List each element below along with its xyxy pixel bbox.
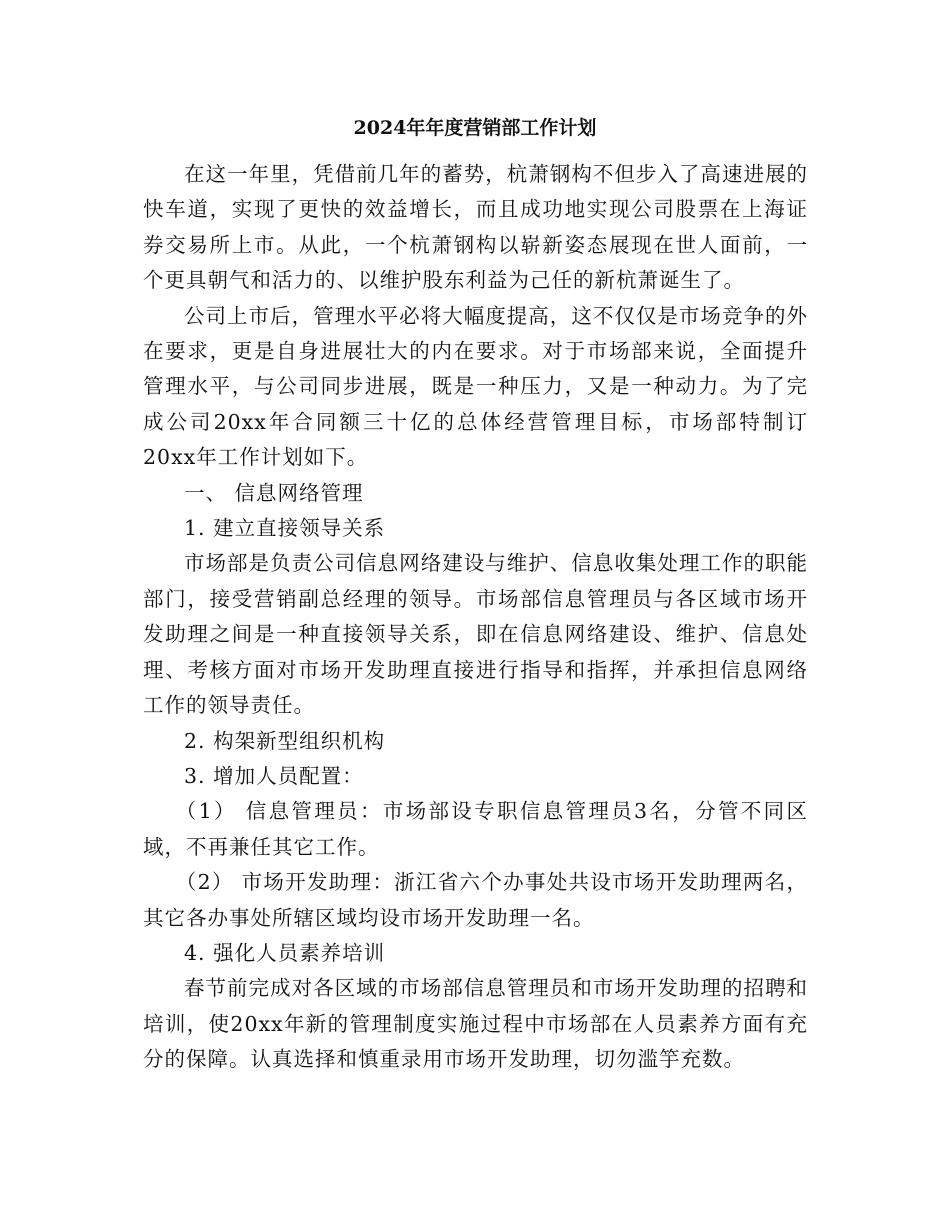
item-heading-staffing: 3. 增加人员配置： <box>184 763 364 788</box>
document-body <box>143 157 808 1078</box>
sub-item-market-assistant: （2） 市场开发助理：浙江省六个办事处共设市场开发助理两名，其它各办事处所辖区域均设市场开发助理一名。 <box>143 870 808 930</box>
item-heading-direct-leadership: 1. 建立直接领导关系 <box>184 516 386 541</box>
section-heading-info-network: 一、 信息网络管理 <box>184 480 364 505</box>
paragraph-listing-goal: 公司上市后，管理水平必将大幅度提高，这不仅仅是市场竞争的外在要求，更是自身进展壮大的内在要求。对于市场部来说，全面提升管理水平，与公司同步进展，既是一种压力，又是一种动力。为了完成公司20xx年合同额三十亿的总体经营管理目标，市场部特制订20xx年工作计划如下。 <box>143 303 808 470</box>
sub-item-info-manager: （1） 信息管理员：市场部设专职信息管理员3名，分管不同区域，不再兼任其它工作。 <box>143 799 808 859</box>
document-title: 2024年年度营销部工作计划 <box>353 117 597 139</box>
item-heading-training: 4. 强化人员素养培训 <box>184 940 386 965</box>
paragraph-intro: 在这一年里，凭借前几年的蓄势，杭萧钢构不但步入了高速进展的快车道，实现了更快的效益增长，而且成功地实现公司股票在上海证券交易所上市。从此，一个杭萧钢构以崭新姿态展现在世人面前，一个更具朝气和活力的、以维护股东利益为己任的新杭萧诞生了。 <box>143 162 808 293</box>
item-heading-new-organization: 2. 构架新型组织机构 <box>184 728 386 753</box>
paragraph-direct-leadership: 市场部是负责公司信息网络建设与维护、信息收集处理工作的职能部门，接受营销副总经理的领导。市场部信息管理员与各区域市场开发助理之间是一种直接领导关系，即在信息网络建设、维护、信息处理、考核方面对市场开发助理直接进行指导和指挥，并承担信息网络工作的领导责任。 <box>143 551 808 718</box>
paragraph-training: 春节前完成对各区域的市场部信息管理员和市场开发助理的招聘和培训，使20xx年新的管理制度实施过程中市场部在人员素养方面有充分的保障。认真选择和慎重录用市场开发助理，切勿滥竽充数。 <box>143 976 808 1072</box>
